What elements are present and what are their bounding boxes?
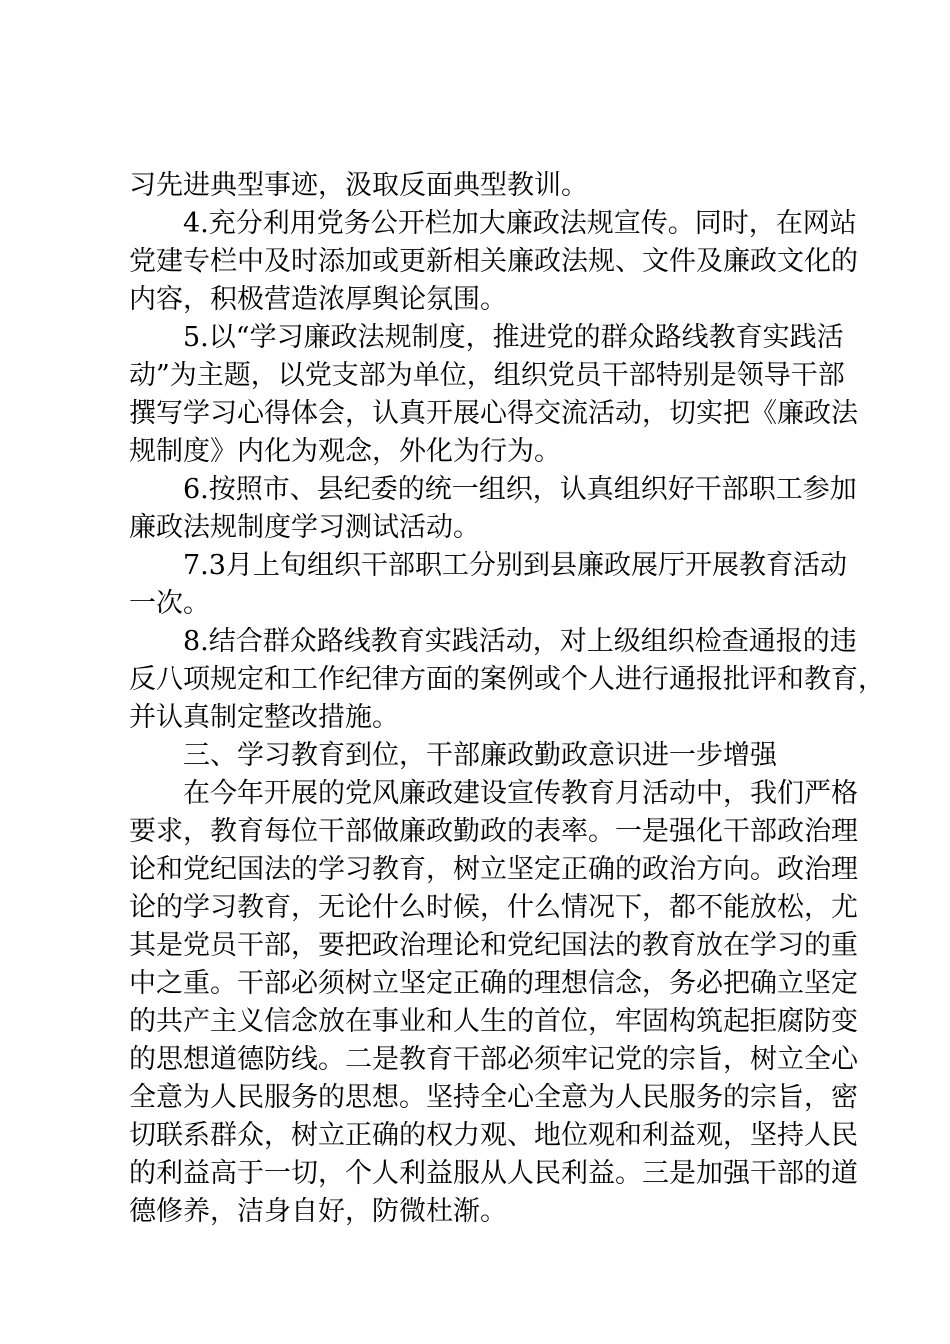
- body-line: 的利益高于一切，个人利益服从人民利益。三是加强干部的道: [129, 1158, 858, 1189]
- body-line: 动”为主题，以党支部为单位，组织党员干部特别是领导干部: [129, 360, 845, 391]
- body-line: 切联系群众，树立正确的权力观、地位观和利益观，坚持人民: [129, 1120, 858, 1151]
- body-line: 7.3月上旬组织干部职工分别到县廉政展厅开展教育活动: [183, 550, 847, 581]
- body-line: 4.充分利用党务公开栏加大廉政法规宣传。同时，在网站: [183, 208, 857, 239]
- body-line: 的共产主义信念放在事业和人生的首位，牢固构筑起拒腐防变: [129, 1006, 858, 1037]
- body-line: 的思想道德防线。二是教育干部必须牢记党的宗旨，树立全心: [129, 1044, 858, 1075]
- body-line: 在今年开展的党风廉政建设宣传教育月活动中，我们严格: [183, 778, 858, 809]
- body-line: 论的学习教育，无论什么时候，什么情况下，都不能放松，尤: [129, 892, 858, 923]
- body-line: 5.以“学习廉政法规制度，推进党的群众路线教育实践活: [183, 322, 844, 353]
- body-line: 6.按照市、县纪委的统一组织，认真组织好干部职工参加: [183, 474, 857, 505]
- section-heading: 三、学习教育到位，干部廉政勤政意识进一步增强: [183, 740, 777, 771]
- body-line: 撰写学习心得体会，认真开展心得交流活动，切实把《廉政法: [129, 398, 858, 429]
- body-line: 反八项规定和工作纪律方面的案例或个人进行通报批评和教育，: [129, 664, 885, 695]
- body-line: 中之重。干部必须树立坚定正确的理想信念，务必把确立坚定: [129, 968, 858, 999]
- body-line: 并认真制定整改措施。: [129, 702, 399, 733]
- body-line: 党建专栏中及时添加或更新相关廉政法规、文件及廉政文化的: [129, 246, 858, 277]
- body-line: 习先进典型事迹，汲取反面典型教训。: [129, 170, 588, 201]
- body-line: 要求，教育每位干部做廉政勤政的表率。一是强化干部政治理: [129, 816, 858, 847]
- body-line: 8.结合群众路线教育实践活动，对上级组织检查通报的违: [183, 626, 857, 657]
- body-line: 一次。: [129, 588, 210, 619]
- body-line: 德修养，洁身自好，防微杜渐。: [129, 1196, 507, 1227]
- body-line: 其是党员干部，要把政治理论和党纪国法的教育放在学习的重: [129, 930, 858, 961]
- body-line: 廉政法规制度学习测试活动。: [129, 512, 480, 543]
- body-line: 内容，积极营造浓厚舆论氛围。: [129, 284, 507, 315]
- body-line: 规制度》内化为观念，外化为行为。: [129, 436, 561, 467]
- body-line: 全意为人民服务的思想。坚持全心全意为人民服务的宗旨，密: [129, 1082, 858, 1113]
- body-line: 论和党纪国法的学习教育，树立坚定正确的政治方向。政治理: [129, 854, 858, 885]
